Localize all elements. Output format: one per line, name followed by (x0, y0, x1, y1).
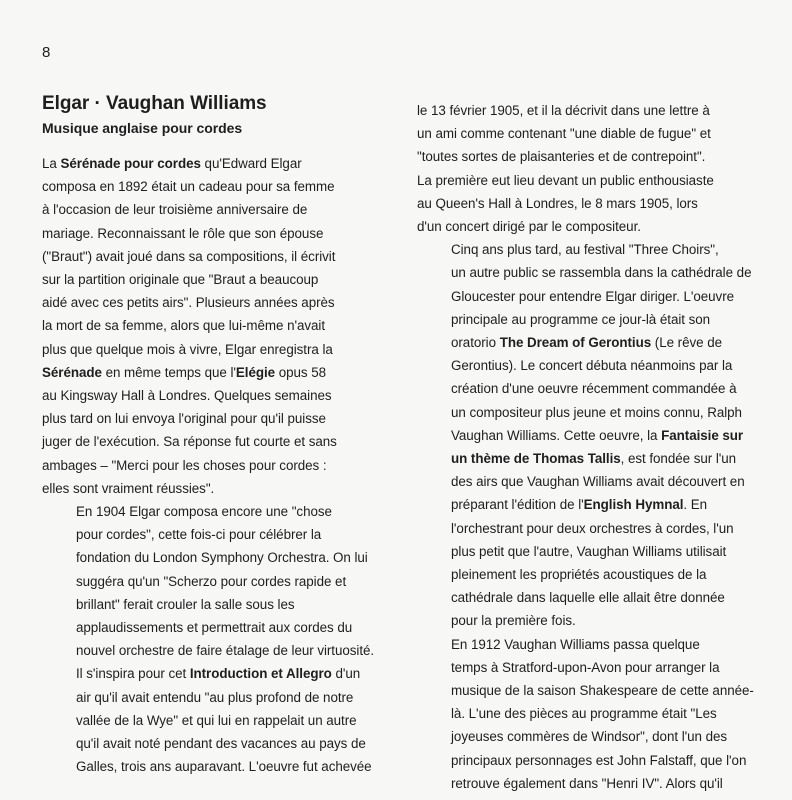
text-run: là. L'une des pièces au programme était "Les (451, 706, 717, 722)
text-run: joyeuses commères de Windsor", dont l'un des (451, 729, 728, 745)
text-run: d'un (331, 666, 361, 682)
text-line (417, 401, 747, 424)
paragraph (417, 99, 747, 238)
text-run: brillant" ferait crouler la salle sous les (76, 596, 295, 612)
text-run: Gerontius). Le concert débuta néanmoins par la (451, 358, 733, 374)
text-line (42, 755, 372, 778)
text-line (417, 169, 747, 192)
text-run: au Kingsway Hall à Londres. Quelques semaines (42, 388, 332, 404)
article-subtitle: Musique anglaise pour cordes (42, 120, 243, 136)
text-line (42, 361, 372, 384)
text-line (42, 546, 372, 569)
text-run: principale au programme ce jour-là était son (451, 311, 711, 327)
text-line (417, 470, 747, 493)
text-line (417, 261, 752, 284)
text-run: fondation du London Symphony Orchestra. On lui (76, 550, 368, 566)
text-line (417, 517, 747, 540)
text-run: ("Braut") avait joué dans sa compositions, il écrivit (42, 248, 336, 264)
bold-title-text: Sérénade pour cordes (60, 156, 201, 171)
bold-title-text: Elégie (235, 364, 276, 380)
text-line (417, 772, 747, 795)
text-run: La (42, 156, 61, 171)
text-run: préparant l'édition de l' (451, 497, 584, 513)
text-run: Vaughan Williams. Cette oeuvre, la (451, 427, 662, 443)
text-line (417, 563, 747, 586)
text-run: des airs que Vaughan Williams avait découvert en (451, 474, 745, 490)
bold-title-text: Introduction et Allegro (189, 666, 332, 682)
text-run: un autre public se rassembla dans la cathédrale de (451, 265, 752, 281)
text-run: temps à Stratford-upon-Avon pour arranger la (451, 659, 720, 675)
text-line (42, 268, 372, 291)
text-line (42, 198, 372, 221)
text-run: (Le rêve de (651, 335, 722, 351)
text-line (42, 222, 372, 245)
text-line (42, 500, 372, 523)
text-run: aidé avec ces petits airs". Plusieurs années après (42, 295, 335, 311)
text-run: création d'une oeuvre récemment commandée à (451, 381, 737, 397)
text-run: en même temps que l' (101, 364, 236, 380)
text-run: elles sont vraiment réussies". (42, 480, 215, 496)
text-run: principaux personnages est John Falstaff, que l'on (451, 752, 747, 768)
text-run: pour cordes", cette fois-ci pour célébrer la (76, 527, 322, 543)
text-line (42, 407, 372, 430)
text-line (417, 308, 747, 331)
text-line (42, 384, 372, 407)
text-line (42, 709, 372, 732)
text-run: musique de la saison Shakespeare de cette année- (451, 683, 754, 699)
bold-title-text: un thème de Thomas Tallis (451, 451, 621, 467)
right-column (417, 99, 754, 795)
text-line (417, 493, 747, 516)
text-line (42, 338, 372, 361)
text-run: plus que quelque mois à vivre, Elgar enregistra la (42, 341, 333, 357)
page-number: 8 (42, 44, 51, 61)
text-line (417, 354, 747, 377)
text-run: sur la partition originale que "Braut a beaucoup (42, 272, 319, 288)
text-line (417, 749, 747, 772)
text-line (417, 377, 747, 400)
bold-title-text: Sérénade (42, 364, 102, 380)
text-line (42, 245, 372, 268)
article-title: Elgar · Vaughan Williams (42, 93, 267, 114)
text-run: la mort de sa femme, alors que lui-même n'avait (42, 318, 326, 334)
text-line (417, 609, 747, 632)
text-run: un ami comme contenant "une diable de fugue" et (417, 126, 711, 142)
text-run: retrouve également dans "Henri IV". Alors qu'il (451, 775, 723, 791)
text-run: ambages – "Merci pour les choses pour cordes : (42, 457, 327, 473)
text-run: plus petit que l'autre, Vaughan Williams utilisait (451, 543, 727, 559)
text-run: opus 58 (275, 364, 327, 380)
text-line (417, 633, 747, 656)
text-run: plus tard on lui envoya l'original pour qu'il puisse (42, 411, 326, 427)
text-run: mariage. Reconnaissant le rôle que son épouse (42, 225, 324, 241)
text-run: un compositeur plus jeune et moins connu, Ralph (451, 404, 742, 420)
text-run: suggéra qu'un "Scherzo pour cordes rapide et (76, 573, 347, 589)
text-run: pour la première fois. (451, 613, 576, 629)
text-run: l'orchestrant pour deux orchestres à cordes, l'un (451, 520, 734, 536)
text-run: composa en 1892 était un cadeau pour sa femme (42, 179, 335, 195)
text-line (42, 314, 372, 337)
text-line (42, 593, 372, 616)
text-run: pleinement les propriétés acoustiques de la (451, 567, 707, 583)
text-line (42, 477, 372, 500)
text-run: "toutes sortes de plaisanteries et de contrepoint". (417, 149, 706, 165)
text-line (42, 152, 372, 175)
text-line (417, 424, 747, 447)
text-run: Galles, trois ans auparavant. L'oeuvre fut achevée (76, 759, 372, 775)
text-line (42, 639, 375, 662)
text-run: En 1912 Vaughan Williams passa quelque (451, 636, 700, 652)
text-line (42, 732, 372, 755)
text-line (417, 540, 747, 563)
text-line (42, 454, 372, 477)
text-run: juger de l'exécution. Sa réponse fut courte et sans (42, 434, 337, 450)
text-line (417, 192, 747, 215)
text-line (417, 215, 747, 238)
text-run: En 1904 Elgar composa encore une "chose (76, 504, 332, 520)
text-run: oratorio (451, 335, 500, 351)
text-line (417, 145, 747, 168)
text-run: au Queen's Hall à Londres, le 8 mars 1905, lors (417, 195, 698, 211)
text-run: . En (683, 497, 708, 513)
text-line (417, 702, 747, 725)
text-line (42, 616, 372, 639)
text-run: Cinq ans plus tard, au festival "Three Choirs", (451, 242, 719, 258)
text-run: Gloucester pour entendre Elgar diriger. L'oeuvre (451, 288, 735, 304)
text-line (417, 679, 754, 702)
text-line (42, 291, 372, 314)
text-run: vallée de la Wye" et qui lui en rappelait un autre (76, 712, 357, 728)
text-line (417, 656, 747, 679)
text-line (42, 175, 372, 198)
text-line (417, 122, 747, 145)
text-run: , est fondée sur l'un (620, 451, 737, 467)
bold-title-text: English Hymnal (583, 497, 684, 513)
text-line (417, 99, 747, 122)
text-run: La première eut lieu devant un public enthousiaste (417, 172, 714, 188)
bold-title-text: The Dream of Gerontius (499, 335, 652, 351)
text-run: applaudissements et permettrait aux cordes du (76, 620, 353, 636)
paragraph (417, 633, 754, 795)
text-run: nouvel orchestre de faire étalage de leur virtuosité. (76, 643, 375, 659)
text-run: cathédrale dans laquelle elle allait être donnée (451, 590, 725, 606)
text-line (417, 447, 747, 470)
text-run: Il s'inspira pour cet (76, 666, 190, 682)
text-line (417, 285, 747, 308)
text-run: d'un concert dirigé par le compositeur. (417, 219, 641, 235)
paragraph (417, 238, 752, 632)
text-line (42, 430, 372, 453)
text-line (417, 725, 747, 748)
text-line (42, 686, 372, 709)
text-run: air qu'il avait entendu "au plus profond de notre (76, 689, 354, 705)
paragraph (42, 500, 375, 778)
bold-title-text: Fantaisie sur (661, 427, 744, 443)
text-line (417, 331, 747, 354)
text-line (417, 586, 747, 609)
text-run: qu'Edward Elgar (200, 156, 302, 171)
paragraph (42, 152, 372, 500)
text-line (417, 238, 747, 261)
left-column (42, 92, 375, 778)
text-run: à l'occasion de leur troisième anniversaire de (42, 202, 308, 218)
text-line (42, 523, 372, 546)
text-run: qu'il avait noté pendant des vacances au pays de (76, 736, 366, 752)
text-line (42, 662, 372, 685)
text-line (42, 570, 372, 593)
text-run: le 13 février 1905, et il la décrivit dans une lettre à (417, 103, 710, 118)
